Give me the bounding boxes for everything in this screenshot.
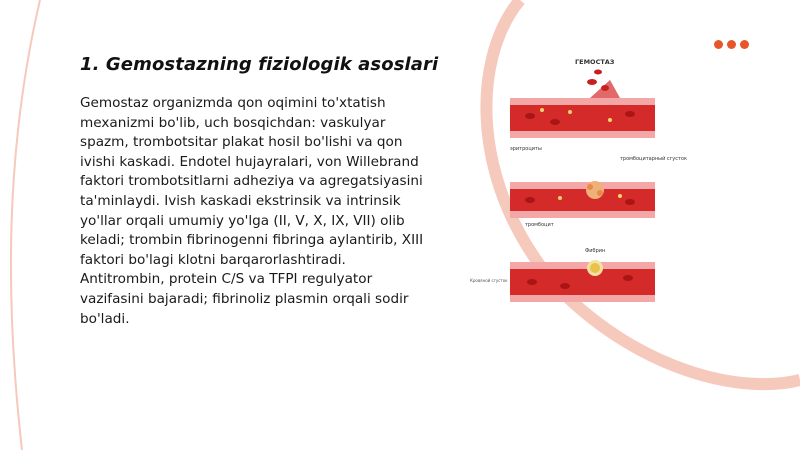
vessel-stage-2 bbox=[510, 181, 655, 218]
label-thrombocyte: тромбоцит bbox=[525, 222, 554, 228]
accent-dots bbox=[714, 40, 749, 49]
label-platelet-clot: тромбоцитарный сгусток bbox=[620, 156, 687, 162]
hemostasis-illustration bbox=[470, 50, 687, 310]
label-clot: Кровяной сгусток bbox=[470, 278, 508, 283]
vessel-stage-3 bbox=[510, 248, 655, 302]
accent-dot bbox=[714, 40, 723, 49]
figure-heading: ГЕМОСТАЗ bbox=[575, 58, 615, 66]
slide-title: 1. Gemostazning fiziologik asoslari bbox=[80, 54, 439, 75]
accent-dot bbox=[727, 40, 736, 49]
vessel-stage-1 bbox=[510, 70, 655, 139]
accent-dot bbox=[740, 40, 749, 49]
label-fibrin: Фибрин bbox=[585, 248, 606, 254]
left-arc-line bbox=[11, 0, 40, 450]
label-erythrocytes: эритроциты bbox=[510, 146, 542, 152]
slide-body-text: Gemostaz organizmda qon oqimini to'xtatish mexanizmi bo'lib, uch bosqichdan: vaskulyar spazm, trombotsitar plakat hosil bo'lishi va qon ivishi kaskadi. Endotel hujayralari, von Willebrand faktori trombotsitlarni adheziya va agregatsiyasini ta'minlaydi. Ivish kaskadi ekstrinsik va intrinsik yo'llar orqali umumiy yo'lga (II, V, X, IX, VII) olib keladi; trombin fibrinogenni fibringa aylantirib, XIII faktori bo'lagi klotni barqarorlashtiradi. Antitrombin, protein C/S va TFPI regulyator vazifasini bajaradi; fibrinoliz plasmin orqali sodir bo'ladi. bbox=[80, 95, 424, 327]
